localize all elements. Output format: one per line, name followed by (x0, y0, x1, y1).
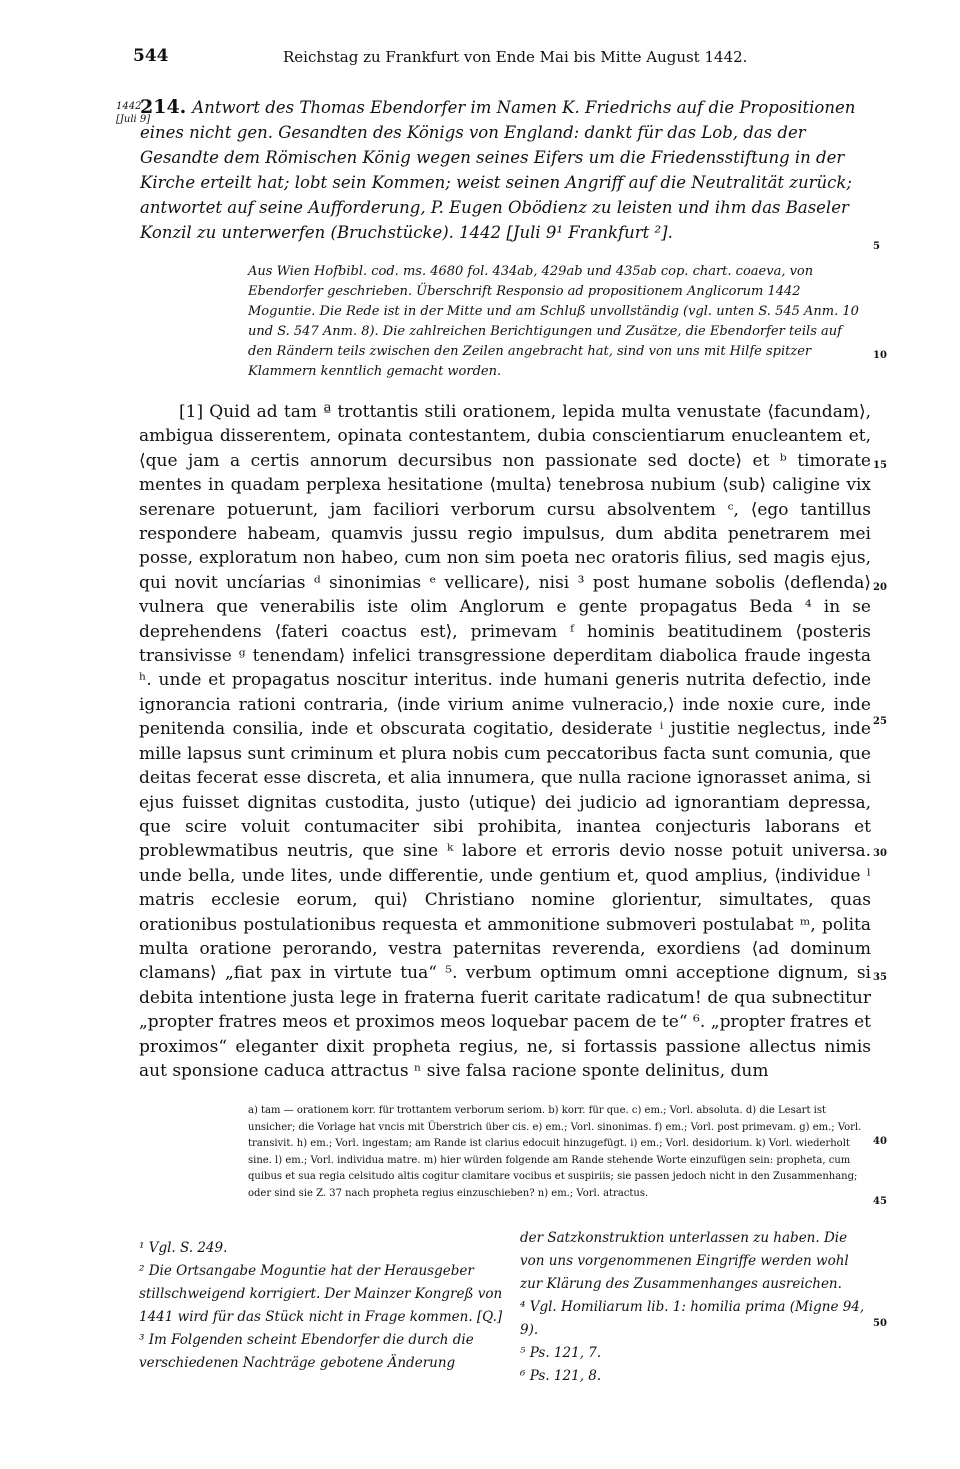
margin-date-year: 1442 (116, 101, 142, 112)
source-note: Aus Wien Hofbibl. cod. ms. 4680 fol. 434ab, 429ab und 435ab cop. chart. coaeva, von Ebendorfer geschrieben. Überschrift Responsio ad propositionem Anglicorum 1442 Moguntie. Die Rede ist in der Mitte und am Schluß unvollständig (vgl. unten S. 545 Anm. 10 und S. 547 Anm. 8). Die zahlreichen Berichtigungen und Zusätze, die Ebendorfer teils auf den Rändern teils zwischen den Zeilen angebracht hat, sind von uns mit Hilfe spitzer Klammern kenntlich gemacht worden. (248, 264, 859, 379)
footnote-3-continued: der Satzkonstruktion unterlassen zu haben. Die von uns vorgenommenen Eingriffe werden wohl zur Klärung des Zusammenhanges ausreichen. (520, 1230, 849, 1292)
line-number: 20 (873, 582, 887, 593)
line-number: 25 (873, 716, 887, 727)
margin-date-day: [Juli 9] (116, 114, 151, 125)
footnotes-left-column (139, 1237, 511, 1375)
footnote-1: ¹ Vgl. S. 249. (139, 1240, 228, 1256)
line-number: 30 (873, 848, 887, 859)
main-text: [1] Quid ad tam ª trottantis stili orationem, lepida multa venustate ⟨facundam⟩, ambigua disserentem, opinata contestantem, dubia conscientiarum enucleantem et, ⟨que jam a certis annorum decursibus non passionate sed docte⟩ et ᵇ timorate mentes in quadam perplexa hesitatione ⟨multa⟩ tenebrosa nubium ⟨sub⟩ caligine vix serenare potuerunt, jam faciliori verborum cursu absolventem ᶜ, ⟨ego tantillus respondere habeam, quamvis jussu regio impulsus, dum abdita penetrarem mei posse, exploratum non habeo, cum non sim poeta nec oratoris filius, sed magis ejus, qui novit uncíarias ᵈ sinonimias ᵉ vellicare⟩, nisi ³ post humane sobolis ⟨deflenda⟩ vulnera que venerabilis iste olim Anglorum e gente propagatus Beda ⁴ in se deprehendens ⟨fateri coactus est⟩, primevam ᶠ hominis beatitudinem ⟨posteris transivisse ᵍ tenendam⟩ infelici transgressione deperditam diabolica fraude ingesta ʰ. unde et propagatus noscitur interitus. inde humani generis nutrita defectio, inde ignorancia rationi contraria, ⟨inde virium anime vulneracio,⟩ inde noxie cure, inde penitenda consilia, inde et obscurata cogitatio, desiderate ⁱ justitie neglectus, inde mille lapsus sunt criminum et plura nobis cum peccatoribus facta sunt comunia, que deitas fecerat esse discreta, et alia innumera, que nulla racione ignorasset anima, si ejus fuisset dignitas custodita, justo ⟨utique⟩ dei judicio ad ignorantiam depressa, que scire voluit contumaciter sibi prohibita, inantea conjecturis laborans et problewmatibus neutris, que sine ᵏ labore et erroris devio nosse potuit universa. unde bella, unde lites, unde differentie, unde gentium et, quod amplius, ⟨individue ˡ matris ecclesie eorum, qui⟩ Christiano nomine glorientur, simultates, quas orationibus postulationibus requesta et ammonitione submoveri postulabat ᵐ, polita multa oratione perorando, vestra paternitas reverenda, exordiens ⟨ad dominum clamans⟩ „fiat pax in virtute tua“ ⁵. verbum optimum omni acceptione dignum, si debita intentione justa lege in fraterna fuerit caritate radicatum! de qua subnectitur „propter fratres meos et proximos meos loquebar pacem de te“ ⁶. „propter fratres et proximos“ eleganter dixit propheta regius, ne, si fortassis passione allectus nimis aut sponsione caduca attractus ⁿ sive falsa racione sponte delinitus, dum (139, 402, 871, 1081)
footnote-3: ³ Im Folgenden scheint Ebendorfer die durch die verschiedenen Nachträge gebotene Änderung (139, 1332, 474, 1371)
line-number: 15 (873, 460, 887, 471)
document-heading (140, 95, 870, 245)
page-number: 544 (133, 46, 169, 66)
line-number: 35 (873, 972, 887, 983)
running-head (133, 46, 873, 74)
document-number: 214. (140, 96, 187, 118)
line-number: 10 (873, 350, 887, 361)
line-number: 40 (873, 1136, 887, 1147)
running-title: Reichstag zu Frankfurt von Ende Mai bis Mitte August 1442. (283, 48, 748, 66)
footnote-6: ⁶ Ps. 121, 8. (520, 1368, 602, 1384)
footnotes-right-column (520, 1227, 870, 1388)
document-heading-text: Antwort des Thomas Ebendorfer im Namen K. Friedrichs auf die Propositionen eines nicht gen. Gesandten des Königs von England: dankt für das Lob, das der Gesandte dem Römischen König wegen seines Eifers um die Friedensstiftung in der Kirche erteilt hat; lobt sein Kommen; weist seinen Angriff auf die Neutralität zurück; antwortet auf seine Aufforderung, P. Eugen Obödienz zu leisten und ihm das Baseler Konzil zu unterwerfen (Bruchstücke). 1442 [Juli 9¹ Frankfurt ²]. (140, 98, 856, 242)
critical-apparatus: a) tam — orationem korr. für trottantem verborum seriom. b) korr. für que. c) em.; Vorl. absoluta. d) die Lesart ist unsicher; die Vorlage hat vncis mit Überstrich über cis. e) em.; Vorl. sinonimas. f) em.; Vorl. post primevam. g) em.; Vorl. transivit. h) em.; Vorl. ingestam; am Rande ist clarius edocuit hinzugefügt. i) em.; Vorl. desidorium. k) Vorl. wiederholt sine. l) em.; Vorl. individua matre. m) hier würden folgende am Rande stehende Worte einzufügen sein: propheta, cum quibus et sua regia celsitudo altis cogitur clamitare vocibus et suspiriis; sie passen jedoch nicht in den Zusammenhang; oder sind sie Z. 37 nach propheta regius einzuschieben? n) em.; Vorl. atractus. (248, 1105, 862, 1199)
line-number: 50 (873, 1318, 887, 1329)
footnote-4: ⁴ Vgl. Homiliarum lib. 1: homilia prima (Migne 94, 9). (520, 1299, 865, 1338)
footnote-2: ² Die Ortsangabe Moguntie hat der Herausgeber stillschweigend korrigiert. Der Mainzer Kongreß von 1441 wird für das Stück nicht in Frage kommen. [Q.] (139, 1263, 503, 1325)
line-number: 45 (873, 1196, 887, 1207)
line-number: 5 (873, 241, 880, 252)
footnote-5: ⁵ Ps. 121, 7. (520, 1345, 602, 1361)
